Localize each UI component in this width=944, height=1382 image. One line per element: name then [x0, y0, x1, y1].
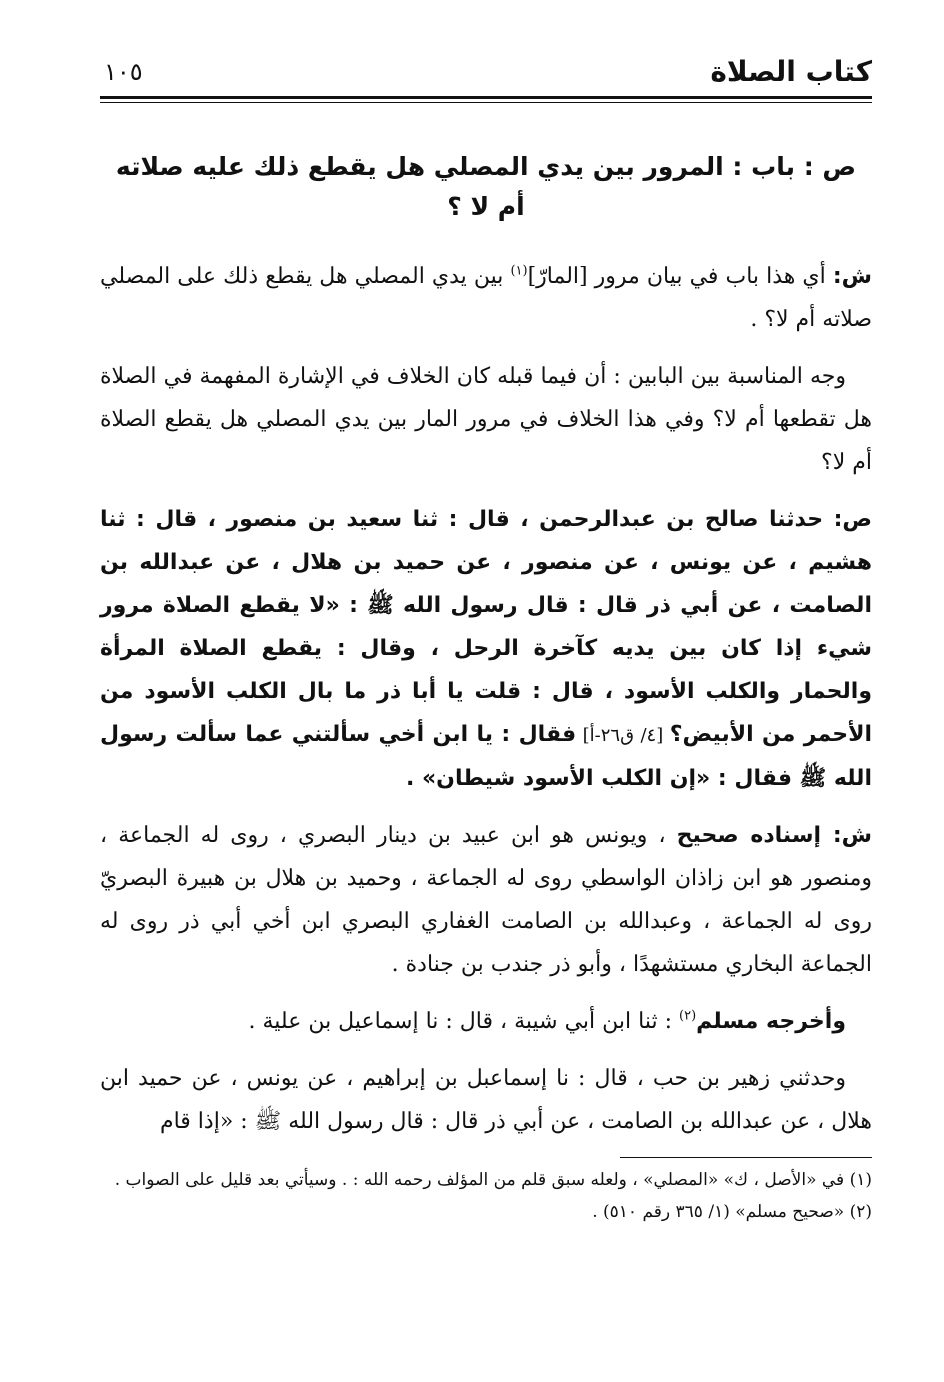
- manuscript-ref: [٤/ ق٢٦-أ]: [576, 725, 670, 746]
- commentary-label: ش:: [832, 264, 872, 289]
- paragraph-second-chain: وحدثني زهير بن حب ، قال : نا إسماعبل بن إبراهيم ، عن يونس ، عن حميد ابن هلال ، عن عبدالله بن الصامت ، عن أبي ذر قال : قال رسول الله ﷺ : «إذا قام: [100, 1066, 872, 1134]
- chapter-heading: ص : باب : المرور بين يدي المصلي هل يقطع ذلك عليه صلاته أم لا ؟: [115, 152, 857, 221]
- running-title: كتاب الصلاة: [710, 55, 872, 88]
- page: [100, 50, 872, 1228]
- commentary-label: ش:: [832, 823, 872, 848]
- footnote-1: (١) في «الأصل ، ك» «المصلي» ، ولعله سبق قلم من المؤلف رحمه الله : . وسيأتي بعد قليل على الصواب .: [114, 1170, 872, 1190]
- footnote-ref: (١): [510, 263, 528, 279]
- paragraph-text: : ثنا ابن أبي شيبة ، قال : نا إسماعيل بن علية .: [248, 1009, 679, 1034]
- page-number: ١٠٥: [104, 58, 143, 86]
- paragraph-text: بين يدي المصلي هل يقطع ذلك على المصلي صلاته أم لا؟ .: [100, 264, 872, 332]
- body-text: [100, 255, 872, 1143]
- paragraph-commentary-2: [100, 814, 872, 986]
- footnote-ref: (٢): [679, 1008, 697, 1024]
- paragraph-text: أي هذا باب في بيان مرور [المارّ]: [527, 264, 833, 289]
- header-rule-thick: [100, 96, 872, 99]
- hadith-text: ص: حدثنا صالح بن عبدالرحمن ، قال : ثنا سعيد بن منصور ، قال : ثنا هشيم ، عن يونس ، عن منصور ، عن حميد بن هلال ، عن عبدالله بن الصامت ، عن أبي ذر قال : قال رسول الله ﷺ : «لا يقطع الصلاة مرور شيء إذا كان بين يديه كآخرة الرحل ، وقال : يقطع الصلاة المرأة والحمار والكلب الأسود ، قال : قلت يا أبا ذر ما بال الكلب الأسود من الأحمر من الأبيض؟: [100, 507, 873, 747]
- takhrij-label: وأخرجه مسلم: [696, 1009, 846, 1034]
- footnotes: [100, 1164, 872, 1228]
- header-rule-thin: [100, 102, 872, 103]
- isnad-grade: إسناده صحيح: [676, 823, 833, 848]
- footnote-separator: [620, 1157, 872, 1158]
- page-header: [100, 50, 872, 92]
- paragraph-takhrij: [100, 1000, 872, 1043]
- paragraph-text: ، ويونس هو ابن عبيد بن دينار البصري ، روى له الجماعة ، ومنصور هو ابن زاذان الواسطي روى له الجماعة ، وحميد بن هلال بن هبيرة البصريّ روى له الجماعة ، وعبدالله بن الصامت الغفاري البصري ابن أخي أبي ذر روى له الجماعة البخاري مستشهدًا ، وأبو ذر جندب بن جنادة .: [100, 823, 872, 977]
- footnote-2: (٢) «صحيح مسلم» (١/ ٣٦٥ رقم ٥١٠) .: [592, 1202, 872, 1222]
- paragraph-commentary-1: [100, 255, 872, 341]
- paragraph-hadith-text: [100, 498, 872, 800]
- paragraph-relation: وجه المناسبة بين البابين : أن فيما قبله كان الخلاف في الإشارة المفهمة في الصلاة هل تقطعها أم لا؟ وفي هذا الخلاف في مرور المار بين يدي المصلي هل يقطع الصلاة أم لا؟: [100, 364, 872, 475]
- hadith-text: فقال : يا ابن أخي سألتني عما سألت رسول الله ﷺ فقال : «إن الكلب الأسود شيطان» .: [100, 722, 872, 791]
